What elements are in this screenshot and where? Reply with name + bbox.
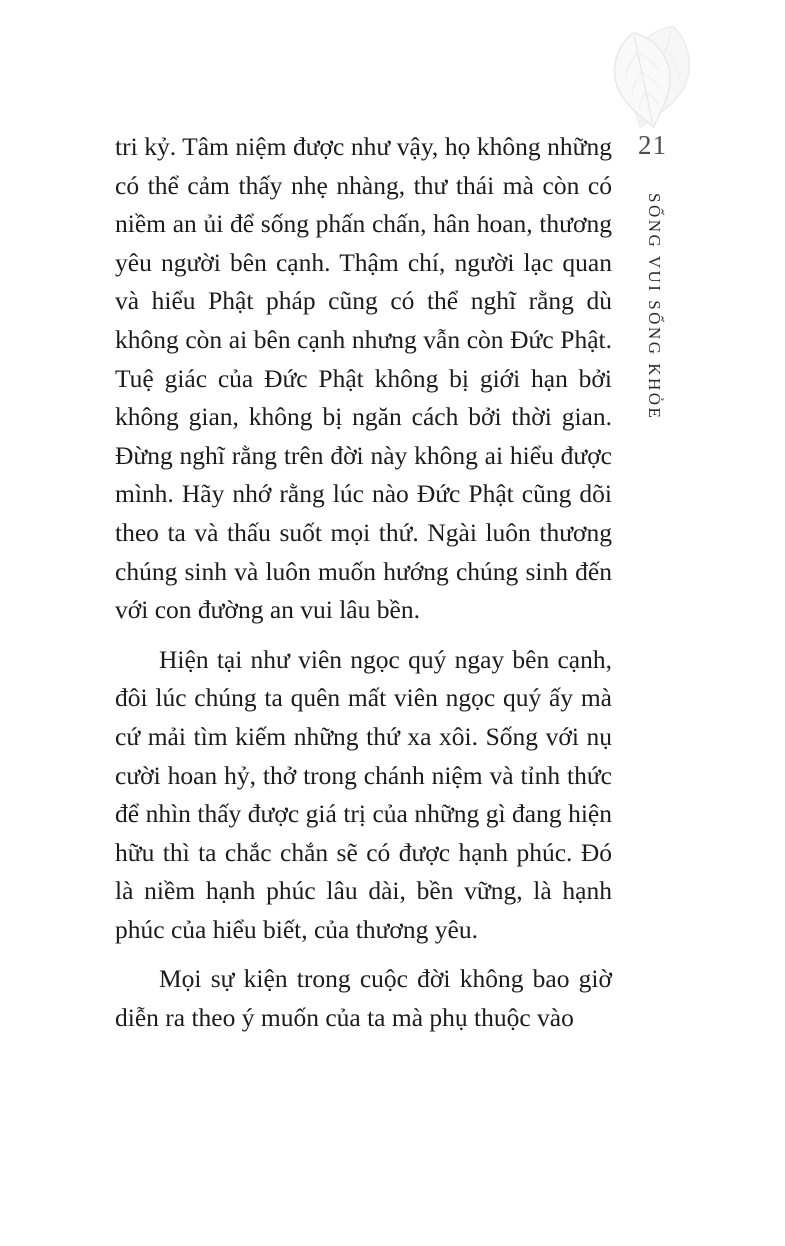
paragraph: Hiện tại như viên ngọc quý ngay bên cạnh, đôi lúc chúng ta quên mất viên ngọc quý ấy mà cứ mải tìm kiếm những thứ xa xôi. Sống với nụ cười hoan hỷ, thở trong chánh niệm và tỉnh thức để nhìn thấy được giá trị của những gì đang hiện hữu thì ta chắc chắn sẽ có được hạnh phúc. Đó là niềm hạnh phúc lâu dài, bền vững, là hạnh phúc của hiểu biết, của thương yêu. [115, 644, 612, 944]
paragraph: tri kỷ. Tâm niệm được như vậy, họ không những có thể cảm thấy nhẹ nhàng, thư thái mà còn có niềm an ủi để sống phấn chấn, hân hoan, thương yêu người bên cạnh. Thậm chí, người lạc quan và hiểu Phật pháp cũng có thể nghĩ rằng dù không còn ai bên cạnh nhưng vẫn còn Đức Phật. Tuệ giác của Đức Phật không bị giới hạn bởi không gian, không bị ngăn cách bởi thời gian. Đừng nghĩ rằng trên đời này không ai hiểu được mình. Hãy nhớ rằng lúc nào Đức Phật cũng dõi theo ta và thấu suốt mọi thứ. Ngài luôn thương chúng sinh và luôn muốn hướng chúng sinh đến với con đường an vui lâu bền. [115, 132, 612, 625]
paragraph: Mọi sự kiện trong cuộc đời không bao giờ diễn ra theo ý muốn của ta mà phụ thuộc vào [115, 964, 612, 1033]
text-block [115, 128, 612, 1049]
leaf-watermark-icon [588, 18, 718, 143]
page-number: 21 [638, 130, 667, 160]
running-title-vertical: SỐNG VUI SỐNG KHỎE [645, 193, 664, 421]
